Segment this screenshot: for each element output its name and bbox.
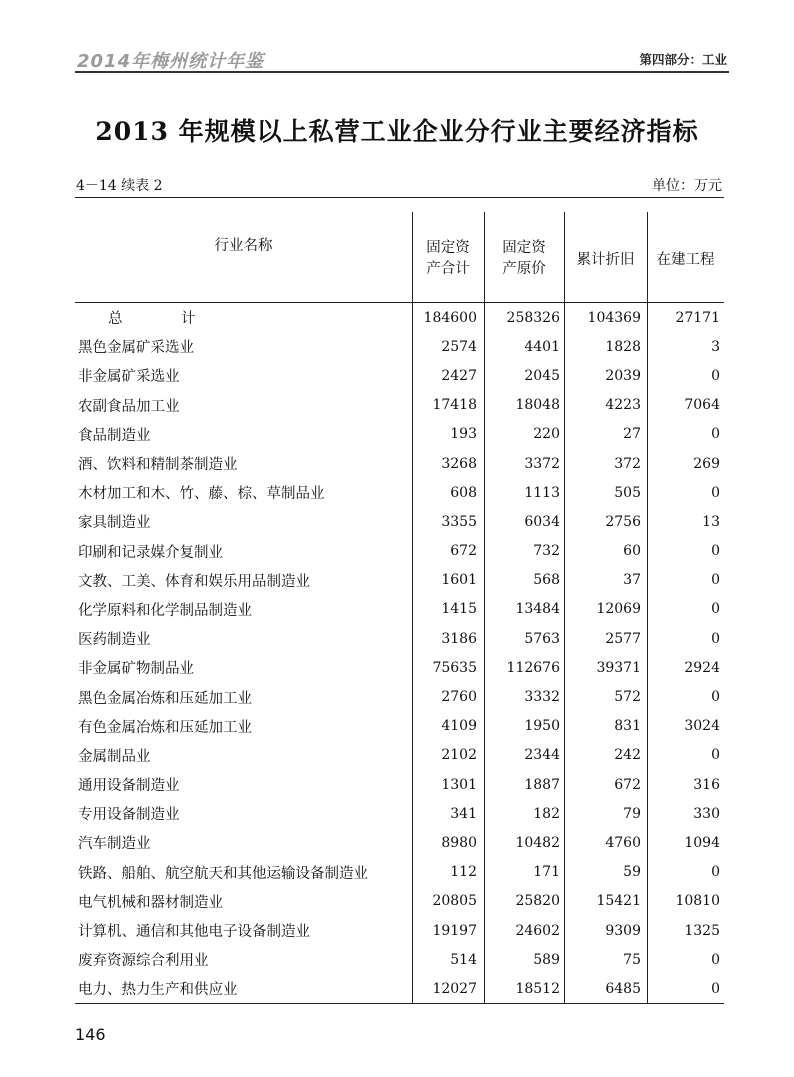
industry-name-cell: 文教、工美、体育和娱乐用品制造业 bbox=[78, 573, 310, 590]
value-cell-c1: 2760 bbox=[441, 689, 477, 706]
industry-name-cell: 汽车制造业 bbox=[78, 836, 151, 853]
value-cell-c3: 79 bbox=[623, 805, 641, 822]
value-cell-c1: 19197 bbox=[432, 922, 477, 939]
industry-name-cell: 通用设备制造业 bbox=[78, 778, 180, 795]
value-cell-c3: 572 bbox=[614, 689, 641, 706]
table-row bbox=[75, 303, 724, 332]
value-cell-c1: 2427 bbox=[441, 367, 477, 384]
value-cell-c1: 2102 bbox=[441, 747, 477, 764]
value-cell-c2: 1887 bbox=[524, 776, 560, 793]
value-cell-c4: 0 bbox=[711, 572, 720, 589]
value-cell-c4: 316 bbox=[693, 776, 720, 793]
value-cell-c4: 0 bbox=[711, 543, 720, 560]
value-cell-c1: 341 bbox=[450, 805, 477, 822]
table-row bbox=[75, 916, 724, 945]
value-cell-c2: 2045 bbox=[524, 367, 560, 384]
value-cell-c3: 2756 bbox=[605, 513, 641, 530]
value-cell-c4: 0 bbox=[711, 426, 720, 443]
table-identifier: 4－14 续表 2 bbox=[76, 178, 163, 194]
value-cell-c1: 608 bbox=[450, 484, 477, 501]
value-cell-c1: 184600 bbox=[423, 309, 477, 326]
industry-name-cell: 医药制造业 bbox=[78, 632, 151, 649]
value-cell-c2: 182 bbox=[533, 805, 560, 822]
value-cell-c2: 171 bbox=[533, 864, 560, 881]
value-cell-c3: 15421 bbox=[596, 893, 641, 910]
table-row bbox=[75, 741, 724, 770]
value-cell-c2: 18048 bbox=[515, 397, 560, 414]
value-cell-c1: 1601 bbox=[441, 572, 477, 589]
industry-name-cell: 废弃资源综合利用业 bbox=[78, 953, 209, 970]
value-cell-c3: 672 bbox=[614, 776, 641, 793]
table-row bbox=[75, 858, 724, 887]
value-cell-c2: 25820 bbox=[515, 893, 560, 910]
industry-name-cell: 农副食品加工业 bbox=[78, 398, 180, 415]
industry-name-cell: 铁路、船舶、航空航天和其他运输设备制造业 bbox=[78, 865, 368, 882]
table-header bbox=[75, 197, 724, 303]
value-cell-c1: 3355 bbox=[441, 513, 477, 530]
value-cell-c1: 514 bbox=[450, 951, 477, 968]
value-cell-c3: 1828 bbox=[605, 338, 641, 355]
value-cell-c4: 0 bbox=[711, 367, 720, 384]
value-cell-c4: 0 bbox=[711, 747, 720, 764]
industry-name-cell: 专用设备制造业 bbox=[78, 807, 180, 824]
value-cell-c3: 9309 bbox=[605, 922, 641, 939]
table-row bbox=[75, 712, 724, 741]
table-row bbox=[75, 624, 724, 653]
value-cell-c3: 37 bbox=[623, 572, 641, 589]
value-cell-c3: 39371 bbox=[596, 659, 641, 676]
value-cell-c4: 269 bbox=[693, 455, 720, 472]
value-cell-c3: 27 bbox=[623, 426, 641, 443]
value-cell-c4: 0 bbox=[711, 630, 720, 647]
table-row bbox=[75, 391, 724, 420]
value-cell-c4: 2924 bbox=[684, 659, 720, 676]
value-cell-c4: 1325 bbox=[684, 922, 720, 939]
value-cell-c4: 0 bbox=[711, 951, 720, 968]
value-cell-c3: 60 bbox=[623, 543, 641, 560]
value-cell-c1: 1301 bbox=[441, 776, 477, 793]
header-accumulated-depreciation: 累计折旧 bbox=[576, 252, 635, 268]
header-line: 产原价 bbox=[502, 261, 546, 277]
value-cell-c1: 3186 bbox=[441, 630, 477, 647]
value-cell-c4: 0 bbox=[711, 484, 720, 501]
industry-name-cell: 化学原料和化学制品制造业 bbox=[78, 602, 252, 619]
value-cell-c4: 3024 bbox=[684, 718, 720, 735]
value-cell-c2: 18512 bbox=[515, 980, 560, 997]
value-cell-c1: 193 bbox=[450, 426, 477, 443]
value-cell-c2: 3372 bbox=[524, 455, 560, 472]
value-cell-c2: 220 bbox=[533, 426, 560, 443]
indicator-table bbox=[75, 197, 724, 1004]
value-cell-c2: 1950 bbox=[524, 718, 560, 735]
value-cell-c3: 2577 bbox=[605, 630, 641, 647]
value-cell-c4: 0 bbox=[711, 689, 720, 706]
value-cell-c3: 75 bbox=[623, 951, 641, 968]
value-cell-c4: 330 bbox=[693, 805, 720, 822]
industry-name-cell: 金属制品业 bbox=[78, 748, 151, 765]
header-fixed-assets-original bbox=[484, 238, 564, 302]
value-cell-c1: 20805 bbox=[432, 893, 477, 910]
table-row bbox=[75, 682, 724, 711]
value-cell-c4: 13 bbox=[702, 513, 720, 530]
value-cell-c2: 4401 bbox=[524, 338, 560, 355]
value-cell-c2: 258326 bbox=[506, 309, 560, 326]
table-row bbox=[75, 974, 724, 1003]
industry-name-cell: 酒、饮料和精制茶制造业 bbox=[78, 457, 238, 474]
running-header bbox=[75, 44, 729, 70]
table-row bbox=[75, 361, 724, 390]
table-row bbox=[75, 595, 724, 624]
value-cell-c3: 59 bbox=[623, 864, 641, 881]
value-cell-c1: 1415 bbox=[441, 601, 477, 618]
value-cell-c1: 12027 bbox=[432, 980, 477, 997]
header-line: 产合计 bbox=[426, 261, 470, 277]
value-cell-c3: 4223 bbox=[605, 397, 641, 414]
table-row bbox=[75, 537, 724, 566]
industry-name-cell: 非金属矿采选业 bbox=[78, 369, 180, 386]
value-cell-c3: 831 bbox=[614, 718, 641, 735]
value-cell-c1: 672 bbox=[450, 543, 477, 560]
unit-label: 单位：万元 bbox=[652, 178, 722, 194]
industry-name-cell: 计算机、通信和其他电子设备制造业 bbox=[78, 924, 310, 941]
value-cell-c2: 6034 bbox=[524, 513, 560, 530]
table-bottom-rule bbox=[75, 1003, 724, 1004]
value-cell-c2: 1113 bbox=[524, 484, 560, 501]
table-row bbox=[75, 828, 724, 857]
industry-name-cell: 家具制造业 bbox=[78, 515, 151, 532]
value-cell-c2: 732 bbox=[533, 543, 560, 560]
industry-name-cell: 黑色金属矿采选业 bbox=[78, 340, 194, 357]
industry-name-cell: 电气机械和器材制造业 bbox=[78, 894, 223, 911]
value-cell-c4: 3 bbox=[711, 338, 720, 355]
table-row bbox=[75, 449, 724, 478]
industry-name-cell: 食品制造业 bbox=[78, 427, 151, 444]
value-cell-c4: 7064 bbox=[684, 397, 720, 414]
value-cell-c2: 112676 bbox=[506, 659, 560, 676]
value-cell-c3: 6485 bbox=[605, 980, 641, 997]
value-cell-c4: 1094 bbox=[684, 834, 720, 851]
value-cell-c4: 0 bbox=[711, 980, 720, 997]
value-cell-c2: 13484 bbox=[515, 601, 560, 618]
value-cell-c1: 4109 bbox=[441, 718, 477, 735]
header-rule bbox=[75, 71, 729, 73]
header-line: 固定资 bbox=[502, 240, 546, 256]
header-industry-name: 行业名称 bbox=[214, 238, 273, 254]
header-line: 固定资 bbox=[426, 240, 470, 256]
header-fixed-assets-total bbox=[412, 238, 484, 302]
industry-name-cell: 总 计 bbox=[108, 311, 218, 328]
value-cell-c1: 8980 bbox=[441, 834, 477, 851]
value-cell-c3: 12069 bbox=[596, 601, 641, 618]
section-label: 第四部分：工业 bbox=[639, 52, 727, 67]
table-row bbox=[75, 478, 724, 507]
value-cell-c3: 104369 bbox=[587, 309, 641, 326]
value-cell-c1: 17418 bbox=[432, 397, 477, 414]
table-row bbox=[75, 653, 724, 682]
table-row bbox=[75, 770, 724, 799]
page-number: 146 bbox=[75, 1025, 106, 1044]
industry-name-cell: 有色金属冶炼和压延加工业 bbox=[78, 719, 252, 736]
table-row bbox=[75, 332, 724, 361]
industry-name-cell: 印刷和记录媒介复制业 bbox=[78, 544, 223, 561]
page-title: 2013 年规模以上私营工业企业分行业主要经济指标 bbox=[95, 117, 699, 146]
table-row bbox=[75, 887, 724, 916]
value-cell-c2: 24602 bbox=[515, 922, 560, 939]
table-body bbox=[75, 303, 724, 1004]
value-cell-c2: 5763 bbox=[524, 630, 560, 647]
value-cell-c2: 2344 bbox=[524, 747, 560, 764]
value-cell-c1: 2574 bbox=[441, 338, 477, 355]
value-cell-c3: 242 bbox=[614, 747, 641, 764]
industry-name-cell: 非金属矿物制品业 bbox=[78, 661, 194, 678]
value-cell-c1: 3268 bbox=[441, 455, 477, 472]
value-cell-c2: 10482 bbox=[515, 834, 560, 851]
header-construction-in-progress: 在建工程 bbox=[656, 252, 715, 268]
value-cell-c1: 112 bbox=[450, 864, 477, 881]
yearbook-title: 2014年梅州统计年鉴 bbox=[77, 51, 265, 72]
table-row bbox=[75, 420, 724, 449]
industry-name-cell: 黑色金属冶炼和压延加工业 bbox=[78, 690, 252, 707]
value-cell-c2: 3332 bbox=[524, 689, 560, 706]
industry-name-cell: 电力、热力生产和供应业 bbox=[78, 982, 238, 999]
value-cell-c3: 4760 bbox=[605, 834, 641, 851]
value-cell-c2: 589 bbox=[533, 951, 560, 968]
value-cell-c2: 568 bbox=[533, 572, 560, 589]
value-cell-c3: 2039 bbox=[605, 367, 641, 384]
industry-name-cell: 木材加工和木、竹、藤、棕、草制品业 bbox=[78, 486, 325, 503]
value-cell-c4: 27171 bbox=[675, 309, 720, 326]
table-row bbox=[75, 799, 724, 828]
value-cell-c3: 372 bbox=[614, 455, 641, 472]
value-cell-c3: 505 bbox=[614, 484, 641, 501]
value-cell-c4: 0 bbox=[711, 601, 720, 618]
value-cell-c4: 10810 bbox=[675, 893, 720, 910]
table-row bbox=[75, 945, 724, 974]
table-row bbox=[75, 507, 724, 536]
value-cell-c1: 75635 bbox=[432, 659, 477, 676]
table-row bbox=[75, 566, 724, 595]
value-cell-c4: 0 bbox=[711, 864, 720, 881]
